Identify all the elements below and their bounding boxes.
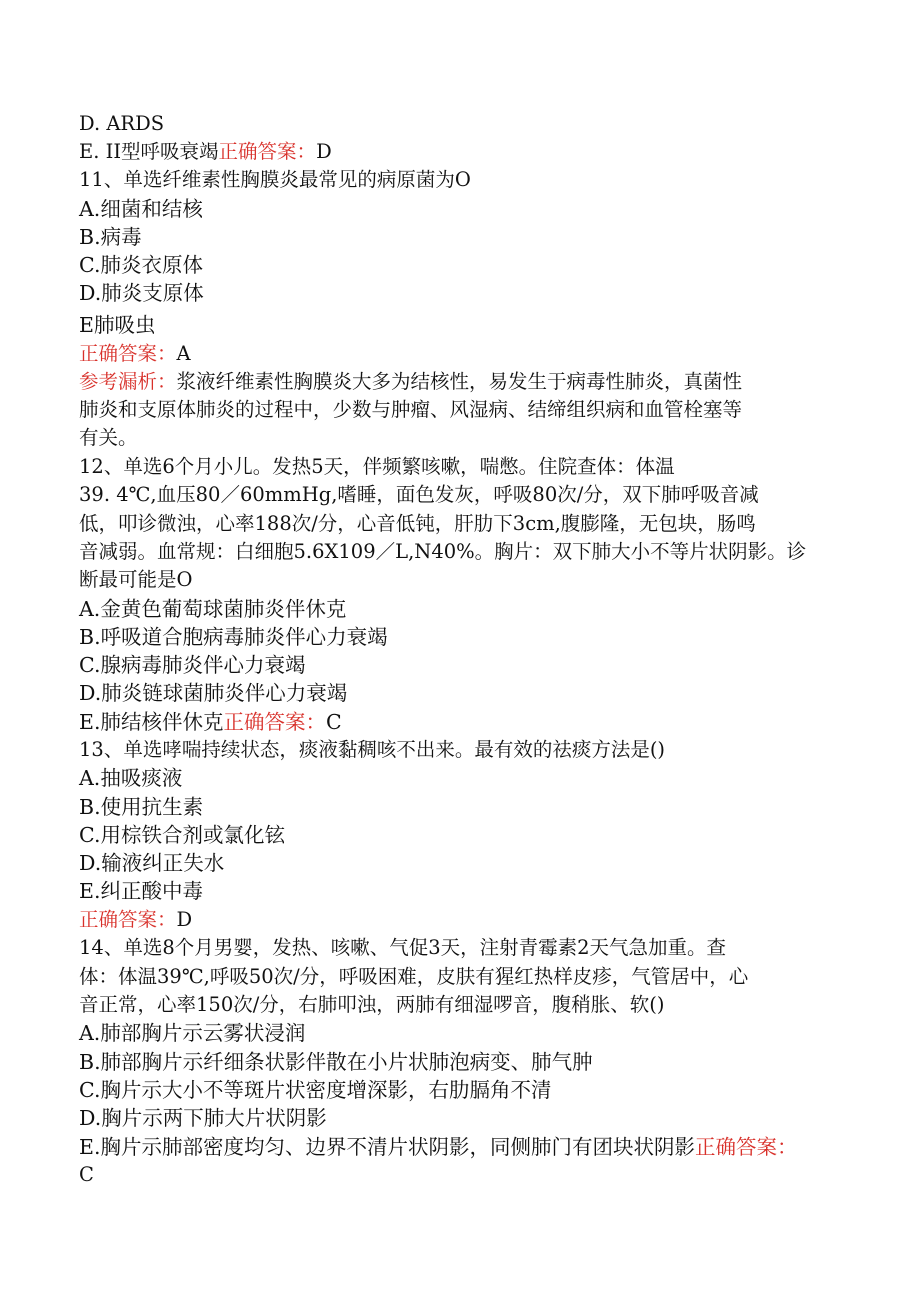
q12-stem-line-2: 39. 4℃,血压80／60mmHg,嗜睡，面色发灰，呼吸80次/分，双下肺呼吸音减 (79, 483, 759, 506)
q12-option-e: E.肺结核伴休克 (79, 710, 224, 734)
q10-option-e-line (79, 138, 839, 166)
q11-option-a: A.细菌和结核 (79, 197, 203, 221)
q10-answer-value: D (316, 140, 332, 163)
q13-option-e: E.纠正酸中毒 (79, 879, 203, 903)
q11-answer-label: 正确答案： (79, 342, 177, 365)
q12-option-c: C.腺病毒肺炎伴心力衰竭 (79, 653, 306, 677)
q14-option-c: C.胸片示大小不等斑片状密度增深影，右肋膈角不清 (79, 1078, 552, 1102)
q12-stem-line-3: 低，叩诊微浊，心率188次/分，心音低钝，肝肋下3cm,腹膨隆，无包块，肠鸣 (79, 512, 756, 535)
q12-option-b: B.呼吸道合胞病毒肺炎伴心力衰竭 (79, 625, 388, 649)
q14-answer-value: C (79, 1163, 94, 1186)
q13-answer-value: D (176, 908, 193, 931)
q10-answer-label: 正确答案： (218, 140, 317, 163)
q11-analysis-text-1: 浆液纤维素性胸膜炎大多为结核性，易发生于病毒性肺炎，真菌性 (176, 370, 743, 393)
q12-option-d: D.肺炎链球菌肺炎伴心力衰竭 (79, 681, 348, 705)
q12-option-a: A.金黄色葡萄球菌肺炎伴休克 (79, 597, 347, 621)
q10-option-d: D. ARDS (79, 112, 165, 135)
q13-answer-line (79, 906, 839, 934)
q13-option-c: C.用棕铁合剂或氯化铉 (79, 823, 285, 847)
q12-option-e-line (79, 708, 839, 736)
q14-stem-line-3: 音正常，心率150次/分，右肺叩浊，两肺有细湿啰音，腹稍胀、软() (79, 993, 665, 1016)
q11-answer-value: A (176, 342, 191, 365)
q14-option-e: E.胸片示肺部密度均匀、边界不清片状阴影，同侧肺门有团块状阴影 (79, 1135, 695, 1159)
q13-option-b: B.使用抗生素 (79, 795, 204, 819)
q10-option-e: E. II型呼吸衰竭 (79, 140, 219, 163)
q12-stem-line-5: 断最可能是O (79, 568, 193, 591)
q14-stem-line-2: 体：体温39℃,呼吸50次/分，呼吸困难，皮肤有猩红热样皮疹，气管居中，心 (79, 965, 749, 988)
q11-analysis-label: 参考漏析： (79, 370, 177, 393)
q13-answer-label: 正确答案： (79, 908, 177, 931)
q12-stem-line-1: 12、单选6个月小儿。发热5天，伴频繁咳嗽，喘憋。住院查体：体温 (79, 455, 675, 478)
q11-option-b: B.病毒 (79, 225, 142, 249)
q11-answer-line (79, 340, 839, 368)
q11-analysis-line-1 (79, 368, 839, 396)
q12-stem-line-4: 音减弱。血常规：白细胞5.6X109／L,N40%。胸片：双下肺大小不等片状阴影。诊 (79, 540, 807, 563)
q14-option-d: D.胸片示两下肺大片状阴影 (79, 1106, 327, 1130)
q12-answer-value: C (325, 710, 342, 734)
q14-answer-label: 正确答案： (694, 1135, 798, 1159)
q13-stem: 13、单选哮喘持续状态，痰液黏稠咳不出来。最有效的祛痰方法是() (79, 738, 666, 761)
q13-option-d: D.输液纠正失水 (79, 851, 225, 875)
q14-option-a: A.肺部胸片示云雾状浸润 (79, 1021, 306, 1045)
q11-option-c: C.肺炎衣原体 (79, 253, 203, 277)
q14-option-b: B.肺部胸片示纤细条状影伴散在小片状肺泡病变、肺气肿 (79, 1050, 593, 1074)
q13-option-a: A.抽吸痰液 (79, 766, 183, 790)
q11-analysis-line-3: 有关。 (79, 426, 138, 449)
q12-answer-label: 正确答案： (223, 710, 326, 734)
q11-stem: 11、单选纤维素性胸膜炎最常见的病原菌为O (79, 168, 471, 191)
q11-option-d: D.肺炎支原体 (79, 281, 204, 305)
q11-option-e: E肺吸虫 (79, 313, 156, 337)
q14-stem-line-1: 14、单选8个月男婴，发热、咳嗽、气促3天，注射青霉素2天气急加重。查 (79, 936, 727, 959)
q11-analysis-line-2: 肺炎和支原体肺炎的过程中，少数与肿瘤、风湿病、结缔组织病和血管栓塞等 (79, 398, 743, 421)
q14-option-e-line (79, 1133, 839, 1161)
